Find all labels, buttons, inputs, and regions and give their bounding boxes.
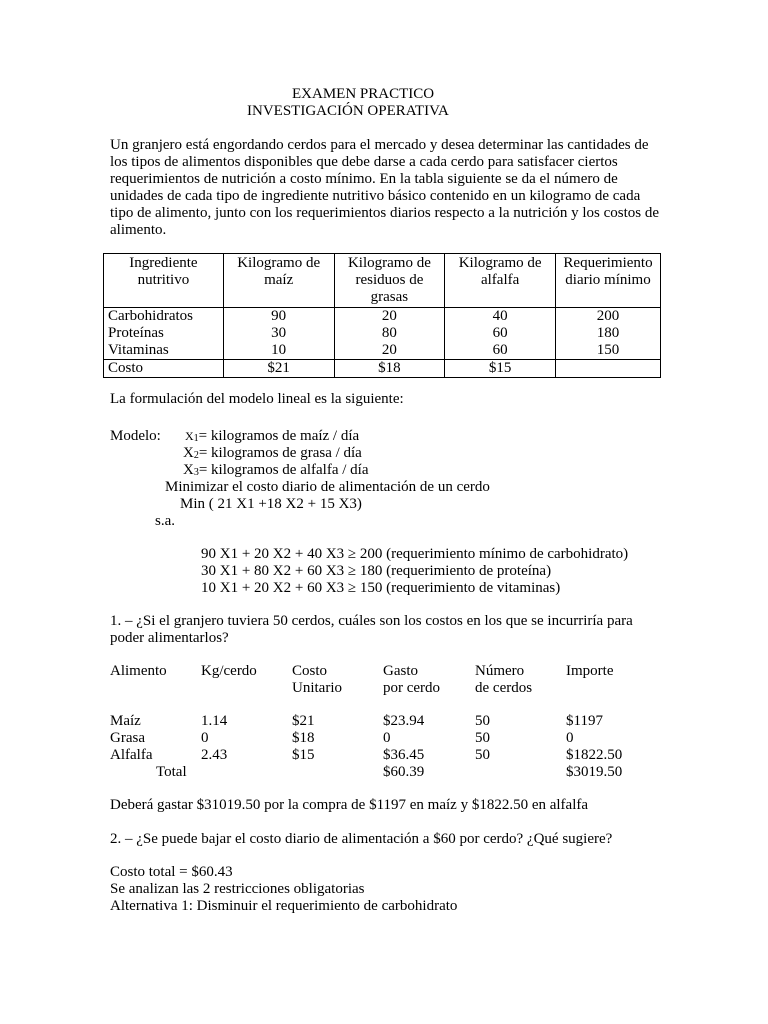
table-row <box>104 308 661 326</box>
table-cell: 40 <box>445 308 556 326</box>
constraint: 10 X1 + 20 X2 + 60 X3 ≥ 150 (requerimiento de vitaminas) <box>201 580 561 596</box>
table-cell: Proteínas <box>104 325 224 342</box>
answer-2-line-2: Se analizan las 2 restricciones obligatorias <box>110 881 365 897</box>
cost-cell: Maíz <box>110 713 141 729</box>
cost-cell: $1822.50 <box>566 747 623 763</box>
answer-2-line-3: Alternativa 1: Disminuir el requerimiento de carbohidrato <box>110 898 458 914</box>
answer-2-line-1: Costo total = $60.43 <box>110 864 233 880</box>
cost-header-numero-2: de cerdos <box>475 680 533 696</box>
cost-cell: Grasa <box>110 730 145 746</box>
cost-cell: 1.14 <box>201 713 228 729</box>
formulation-intro: La formulación del modelo lineal es la siguiente: <box>110 391 404 407</box>
table-cell: 90 <box>223 308 334 326</box>
cost-total-gasto: $60.39 <box>383 764 425 780</box>
objective-description: Minimizar el costo diario de alimentación de un cerdo <box>165 479 490 495</box>
question-1: 1. – ¿Si el granjero tuviera 50 cerdos, cuáles son los costos en los que se incurriría para poder alimentarlos? <box>110 613 633 646</box>
cost-cell: $18 <box>292 730 315 746</box>
cost-total-importe: $3019.50 <box>566 764 623 780</box>
cost-total-label: Total <box>156 764 187 780</box>
table-header-row <box>104 254 661 308</box>
cost-cell: $21 <box>292 713 315 729</box>
table-cell: Vitaminas <box>104 342 224 360</box>
cost-cell: 50 <box>475 747 490 763</box>
cost-header-numero: Número <box>475 663 525 679</box>
table-cell: 20 <box>334 308 445 326</box>
cost-cell: $23.94 <box>383 713 425 729</box>
table-cell: 20 <box>334 342 445 360</box>
table-cell: 30 <box>223 325 334 342</box>
table-row <box>104 342 661 360</box>
table-row <box>104 325 661 342</box>
page-title: EXAMEN PRACTICO <box>292 86 435 102</box>
cost-cell: 0 <box>383 730 391 746</box>
subject-to-label: s.a. <box>155 513 175 529</box>
cost-cell: Alfalfa <box>110 747 153 763</box>
table-cell: 200 <box>556 308 661 326</box>
table-cell: $21 <box>223 360 334 378</box>
table-cell: Costo <box>104 360 224 378</box>
variable-subscript: 1 <box>193 433 199 444</box>
variable-symbol: X <box>185 429 194 443</box>
cost-header-gasto-2: por cerdo <box>383 680 441 696</box>
cost-header-alimento: Alimento <box>110 663 167 679</box>
variable-description: = kilogramos de maíz / día <box>198 428 360 444</box>
cost-cell: $1197 <box>566 713 603 729</box>
question-2: 2. – ¿Se puede bajar el costo diario de alimentación a $60 por cerdo? ¿Qué sugiere? <box>110 831 613 847</box>
table-cell: 10 <box>223 342 334 360</box>
table-header-cell: Requerimiento diario mínimo <box>556 254 661 308</box>
model-label: Modelo: <box>110 428 161 444</box>
variable-description: = kilogramos de grasa / día <box>198 445 362 461</box>
variable-subscript: 2 <box>193 450 199 461</box>
table-cell: 60 <box>445 325 556 342</box>
table-row <box>104 360 661 378</box>
table-cell: 150 <box>556 342 661 360</box>
variable-subscript: 3 <box>193 467 199 478</box>
page-subtitle: INVESTIGACIÓN OPERATIVA <box>247 103 449 119</box>
cost-cell: $15 <box>292 747 315 763</box>
cost-cell: 0 <box>566 730 574 746</box>
cost-cell: 0 <box>201 730 209 746</box>
table-cell: 80 <box>334 325 445 342</box>
variable-description: = kilogramos de alfalfa / día <box>198 462 369 478</box>
table-header-cell: Kilogramo de residuos de grasas <box>334 254 445 308</box>
cost-header-importe: Importe <box>566 663 614 679</box>
cost-header-kg: Kg/cerdo <box>201 663 257 679</box>
constraint: 30 X1 + 80 X2 + 60 X3 ≥ 180 (requerimiento de proteína) <box>201 563 552 579</box>
table-cell: $18 <box>334 360 445 378</box>
table-header-cell: Kilogramo de alfalfa <box>445 254 556 308</box>
intro-paragraph: Un granjero está engordando cerdos para el mercado y desea determinar las cantidades de los tipos de alimentos disponibles que debe darse a cada cerdo para satisfacer ciertos requerimientos de nutrición a costo mínimo. En la tabla siguiente se da el número de unidades de cada tipo de ingrediente nutritivo básico contenido en un kilogramo de cada tipo de alimento, junto con los requerimientos diarios respecto a la nutrición y los costos de alimento. <box>110 137 660 238</box>
cost-header-costo-2: Unitario <box>292 680 342 696</box>
constraint: 90 X1 + 20 X2 + 40 X3 ≥ 200 (requerimiento mínimo de carbohidrato) <box>201 546 629 562</box>
table-cell: Carbohidratos <box>104 308 224 326</box>
cost-header-costo: Costo <box>292 663 328 679</box>
objective-function: Min ( 21 X1 +18 X2 + 15 X3) <box>180 496 362 512</box>
cost-cell: 50 <box>475 730 490 746</box>
cost-cell: 2.43 <box>201 747 228 763</box>
variable-symbol: X <box>183 445 194 461</box>
table-header-cell: Kilogramo de maíz <box>223 254 334 308</box>
cost-header-gasto: Gasto <box>383 663 418 679</box>
table-cell: 60 <box>445 342 556 360</box>
cost-cell: 50 <box>475 713 490 729</box>
variable-symbol: X <box>183 462 194 478</box>
nutrition-table <box>103 253 661 378</box>
cost-cell: $36.45 <box>383 747 425 763</box>
table-cell: 180 <box>556 325 661 342</box>
table-header-cell: Ingrediente nutritivo <box>104 254 224 308</box>
table-cell <box>556 360 661 378</box>
table-cell: $15 <box>445 360 556 378</box>
answer-1: Deberá gastar $31019.50 por la compra de $1197 en maíz y $1822.50 en alfalfa <box>110 797 589 813</box>
